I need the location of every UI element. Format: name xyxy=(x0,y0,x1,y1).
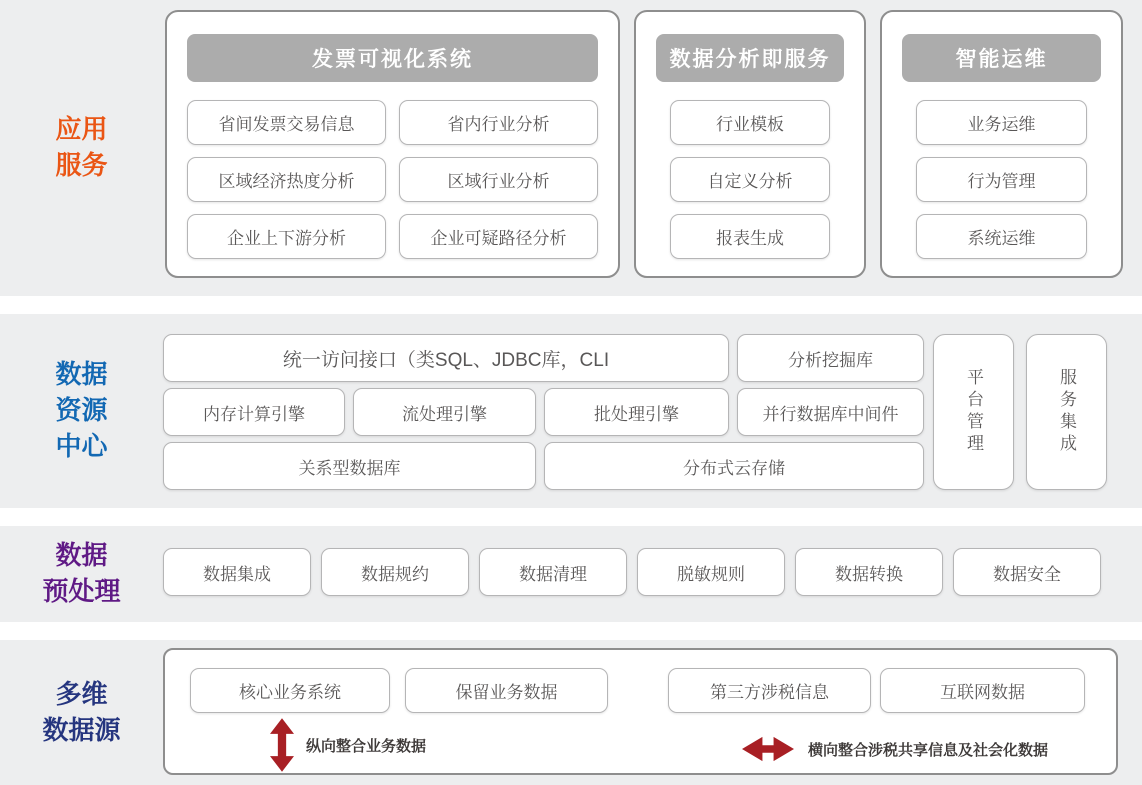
ops-item-box: 业务运维 xyxy=(916,100,1087,145)
data-security-box: 数据安全 xyxy=(953,548,1101,596)
data-preprocessing-label xyxy=(0,526,163,622)
invoice-item-box: 企业上下游分析 xyxy=(187,214,386,259)
stream-processing-engine-box: 流处理引擎 xyxy=(353,388,536,436)
app-services-label-line: 应用 xyxy=(55,114,108,145)
data-analysis-service-items xyxy=(670,100,830,259)
band-multi-datasource xyxy=(0,640,1142,785)
daas-item-box: 自定义分析 xyxy=(670,157,830,202)
distributed-cloud-storage-box: 分布式云存储 xyxy=(544,442,924,490)
daas-item-box: 报表生成 xyxy=(670,214,830,259)
horizontal-double-arrow-icon xyxy=(742,736,794,762)
data-preprocessing-label-line: 预处理 xyxy=(42,576,121,606)
data-transformation-box: 数据转换 xyxy=(795,548,943,596)
multi-datasource-container xyxy=(163,648,1118,775)
data-resource-center-label-line: 中心 xyxy=(55,430,108,461)
vertical-integration-annotation xyxy=(270,718,426,772)
parallel-db-middleware-box: 并行数据库中间件 xyxy=(737,388,924,436)
ops-item-box: 系统运维 xyxy=(916,214,1087,259)
data-resource-center-side-boxes xyxy=(933,334,1107,490)
invoice-item-box: 区域经济热度分析 xyxy=(187,157,386,202)
data-reduction-box: 数据规约 xyxy=(321,548,469,596)
in-memory-compute-engine-box: 内存计算引擎 xyxy=(163,388,345,436)
batch-processing-engine-box: 批处理引擎 xyxy=(544,388,729,436)
invoice-item-box: 省内行业分析 xyxy=(399,100,598,145)
vertical-double-arrow-icon xyxy=(270,718,294,772)
service-integration-box: 服务集成 xyxy=(1026,334,1107,490)
data-resource-center-grid xyxy=(163,334,924,490)
data-resource-center-label-line: 资源 xyxy=(55,395,108,426)
band-data-resource-center xyxy=(0,314,1142,508)
intelligent-ops-panel xyxy=(880,10,1123,278)
app-services-panels xyxy=(163,0,1123,296)
multi-datasource-label-line: 多维 xyxy=(55,678,108,709)
data-preprocessing-label-line: 数据 xyxy=(55,540,108,571)
ops-item-box: 行为管理 xyxy=(916,157,1087,202)
vertical-integration-caption: 纵向整合业务数据 xyxy=(306,737,427,755)
unified-access-interface-box: 统一访问接口（类SQL、JDBC库，CLI xyxy=(163,334,729,382)
invoice-visualization-panel xyxy=(165,10,620,278)
invoice-item-box: 省间发票交易信息 xyxy=(187,100,386,145)
app-services-label-line: 服务 xyxy=(55,150,108,180)
multi-datasource-label xyxy=(0,640,163,785)
invoice-item-box: 区域行业分析 xyxy=(399,157,598,202)
app-services-label xyxy=(0,0,163,296)
core-business-system-box: 核心业务系统 xyxy=(190,668,390,713)
masking-rules-box: 脱敏规则 xyxy=(637,548,785,596)
band-data-preprocessing xyxy=(0,526,1142,622)
data-analysis-service-panel xyxy=(634,10,866,278)
data-integration-box: 数据集成 xyxy=(163,548,311,596)
relational-database-box: 关系型数据库 xyxy=(163,442,536,490)
data-preprocessing-items xyxy=(163,526,1101,622)
analysis-mining-db-box: 分析挖掘库 xyxy=(737,334,924,382)
horizontal-integration-annotation xyxy=(742,736,1048,762)
daas-item-box: 行业模板 xyxy=(670,100,830,145)
invoice-visualization-items xyxy=(187,100,598,259)
third-party-tax-info-box: 第三方涉税信息 xyxy=(668,668,871,713)
data-analysis-service-panel-header: 数据分析即服务 xyxy=(656,34,844,82)
multi-datasource-label-line: 数据源 xyxy=(42,714,121,745)
retained-business-data-box: 保留业务数据 xyxy=(405,668,608,713)
data-resource-center-label xyxy=(0,314,163,508)
internet-data-box: 互联网数据 xyxy=(880,668,1085,713)
intelligent-ops-panel-header: 智能运维 xyxy=(902,34,1101,82)
data-cleaning-box: 数据清理 xyxy=(479,548,627,596)
platform-management-box: 平台管理 xyxy=(933,334,1014,490)
data-resource-center-content xyxy=(163,314,1107,508)
horizontal-integration-caption: 横向整合涉税共享信息及社会化数据 xyxy=(808,741,1049,759)
invoice-visualization-panel-header: 发票可视化系统 xyxy=(187,34,598,82)
invoice-item-box: 企业可疑路径分析 xyxy=(399,214,598,259)
data-resource-center-label-line: 数据 xyxy=(55,359,108,390)
band-app-services xyxy=(0,0,1142,296)
intelligent-ops-items xyxy=(916,100,1087,259)
multi-datasource-items xyxy=(165,650,1116,713)
